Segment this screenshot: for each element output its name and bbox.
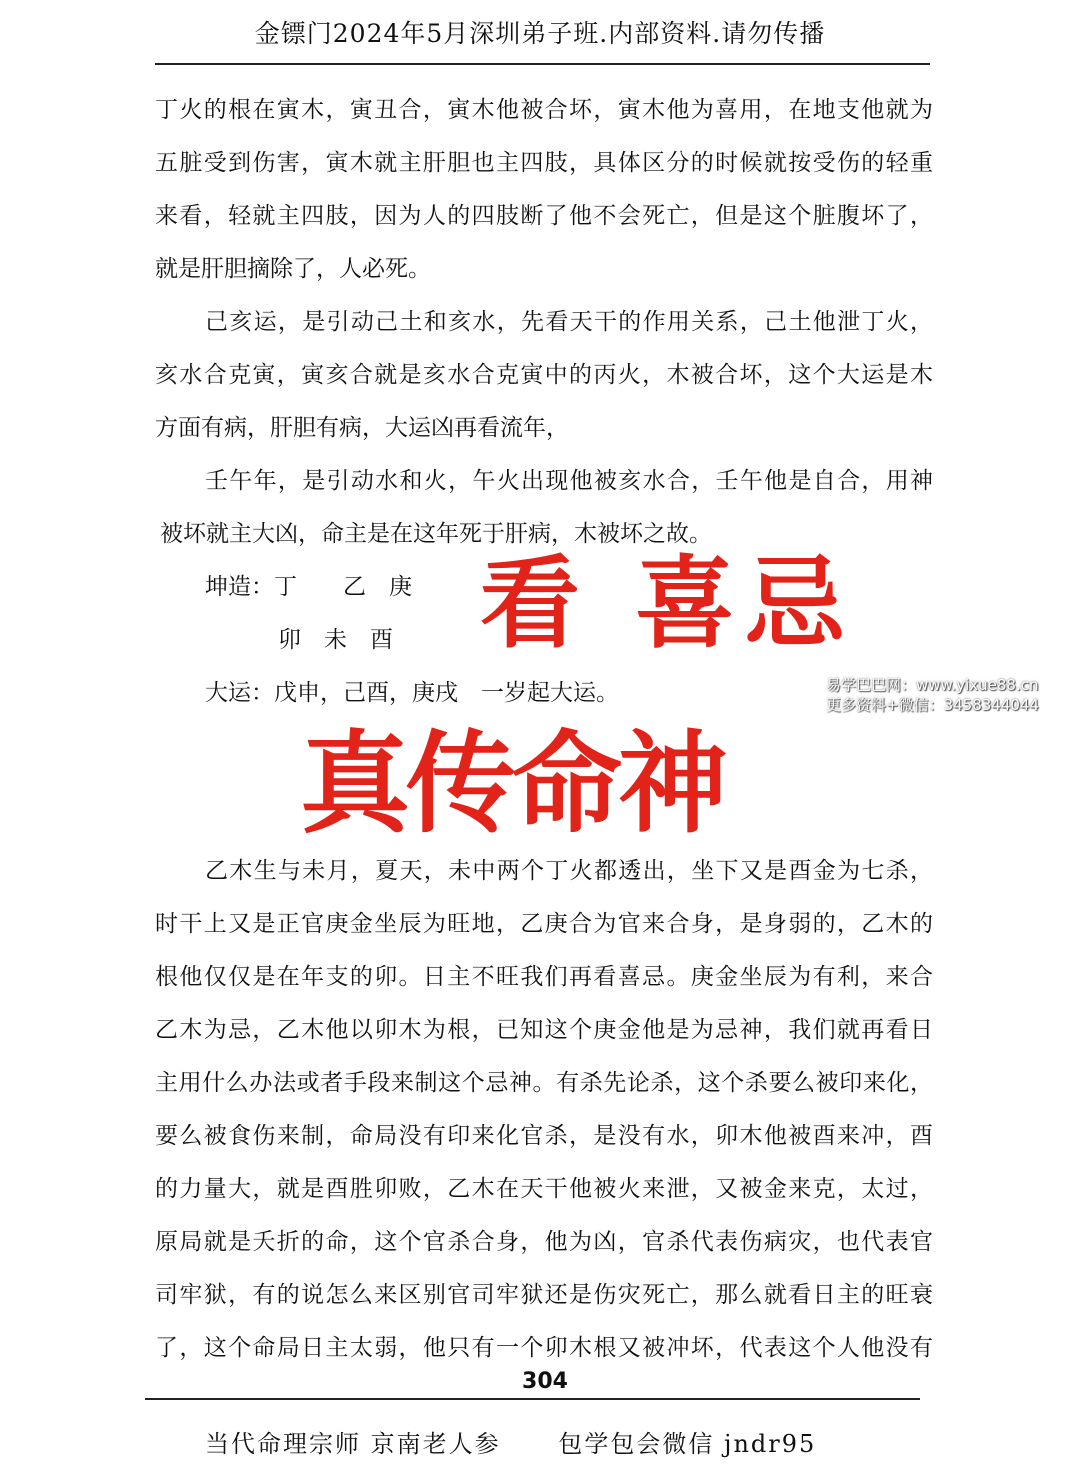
text-line: 主用什么办法或者手段来制这个忌神。有杀先论杀，这个杀要么被印来化， [155, 1070, 933, 1096]
text-line: 壬午年，是引动水和火，午火出现他被亥水合，壬午他是自合，用神 [205, 468, 933, 494]
text-line: 五脏受到伤害，寅木就主肝胆也主四肢，具体区分的时候就按受伤的轻重 [155, 150, 933, 176]
header-rule [155, 63, 930, 65]
text-line: 乙木生与未月，夏天，未中两个丁火都透出，坐下又是酉金为七杀， [205, 858, 933, 884]
watermark-site: 易学巴巴网：www.yixue88.cn [826, 676, 1039, 694]
overlay-title-1: 看 喜忌 [480, 545, 855, 662]
watermark-contact: 更多资料+微信：3458344044 [826, 696, 1040, 714]
text-line: 原局就是夭折的命，这个官杀合身，他为凶，官杀代表伤病灾，也代表官 [155, 1229, 933, 1255]
text-line: 丁火的根在寅木，寅丑合，寅木他被合坏，寅木他为喜用，在地支他就为 [155, 97, 933, 123]
text-line: 大运：戊申，己酉，庚戌 一岁起大运。 [205, 680, 619, 706]
overlay-title-2: 真传命神 [300, 720, 724, 848]
text-line: 的力量大，就是酉胜卯败，乙木在天干他被火来泄，又被金来克，太过， [155, 1176, 933, 1202]
text-line: 来看，轻就主四肢，因为人的四肢断了他不会死亡，但是这个脏腹坏了， [155, 203, 933, 229]
text-line: 己亥运，是引动己土和亥水，先看天干的作用关系，己土他泄丁火， [205, 309, 933, 335]
text-line: 就是肝胆摘除了，人必死。 [155, 256, 431, 282]
text-line: 要么被食伤来制，命局没有印来化官杀，是没有水，卯木他被酉来冲，酉 [155, 1123, 933, 1149]
text-line: 方面有病，肝胆有病，大运凶再看流年， [155, 415, 569, 441]
page-header: 金镖门2024年5月深圳弟子班.内部资料.请勿传播 [254, 19, 826, 48]
text-line: 了，这个命局日主太弱，他只有一个卯木根又被冲坏，代表这个人他没有 [155, 1335, 933, 1361]
text-line: 亥水合克寅，寅亥合就是亥水合克寅中的丙火，木被合坏，这个大运是木 [155, 362, 933, 388]
text-line: 时干上又是正官庚金坐辰为旺地，乙庚合为官来合身，是身弱的，乙木的 [155, 911, 933, 937]
page-footer: 当代命理宗师 京南老人参 包学包会微信 jndr95 [205, 1430, 817, 1458]
text-line: 被坏就主大凶，命主是在这年死于肝病，木被坏之故。 [160, 521, 712, 547]
text-line: 乙木为忌，乙木他以卯木为根，已知这个庚金他是为忌神，我们就再看日 [155, 1017, 933, 1043]
page-number: 304 [522, 1369, 568, 1394]
chart-line: 卯 未 酉 [278, 627, 393, 653]
text-line: 司牢狱，有的说怎么来区别官司牢狱还是伤灾死亡，那么就看日主的旺衰 [155, 1282, 933, 1308]
text-line: 根他仅仅是在年支的卯。日主不旺我们再看喜忌。庚金坐辰为有利，来合 [155, 964, 933, 990]
footer-rule [145, 1398, 920, 1400]
chart-line: 坤造：丁 乙 庚 [205, 574, 412, 600]
